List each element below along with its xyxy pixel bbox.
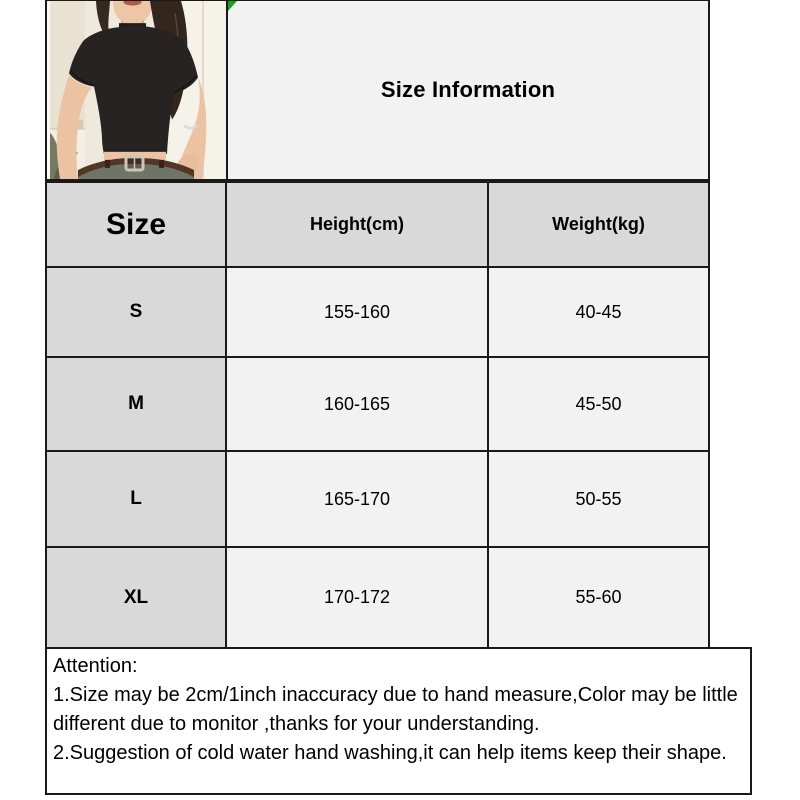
row-xl-height-value: 170-172	[227, 548, 489, 647]
row-xl-weight-value: 55-60	[489, 548, 708, 647]
attention-note-2: 2.Suggestion of cold water hand washing,it can help items keep their shape.	[53, 742, 727, 764]
row-m-weight-value: 45-50	[489, 358, 708, 452]
attention-title: Attention:	[53, 655, 138, 677]
product-photo-cell	[45, 0, 228, 181]
title-cell	[228, 0, 710, 181]
size-table	[45, 181, 710, 649]
row-s-height-value: 155-160	[227, 268, 489, 358]
model-photo-illustration	[47, 1, 226, 179]
cell-corner-marker-icon	[228, 1, 237, 11]
attention-box	[45, 647, 752, 795]
row-l-height-value: 165-170	[227, 452, 489, 548]
column-header-size: Size	[47, 183, 227, 268]
row-l-size-label: L	[47, 452, 227, 548]
row-l-weight-value: 50-55	[489, 452, 708, 548]
row-m-size-label: M	[47, 358, 227, 452]
row-s-weight-value: 40-45	[489, 268, 708, 358]
attention-note-1: 1.Size may be 2cm/1inch inaccuracy due to hand measure,Color may be little different due to monitor ,thanks for your understanding.	[53, 684, 738, 735]
page-title: Size Information	[380, 77, 556, 102]
column-header-weight: Weight(kg)	[489, 183, 708, 268]
column-header-height: Height(cm)	[227, 183, 489, 268]
row-m-height-value: 160-165	[227, 358, 489, 452]
row-s-size-label: S	[47, 268, 227, 358]
row-xl-size-label: XL	[47, 548, 227, 647]
